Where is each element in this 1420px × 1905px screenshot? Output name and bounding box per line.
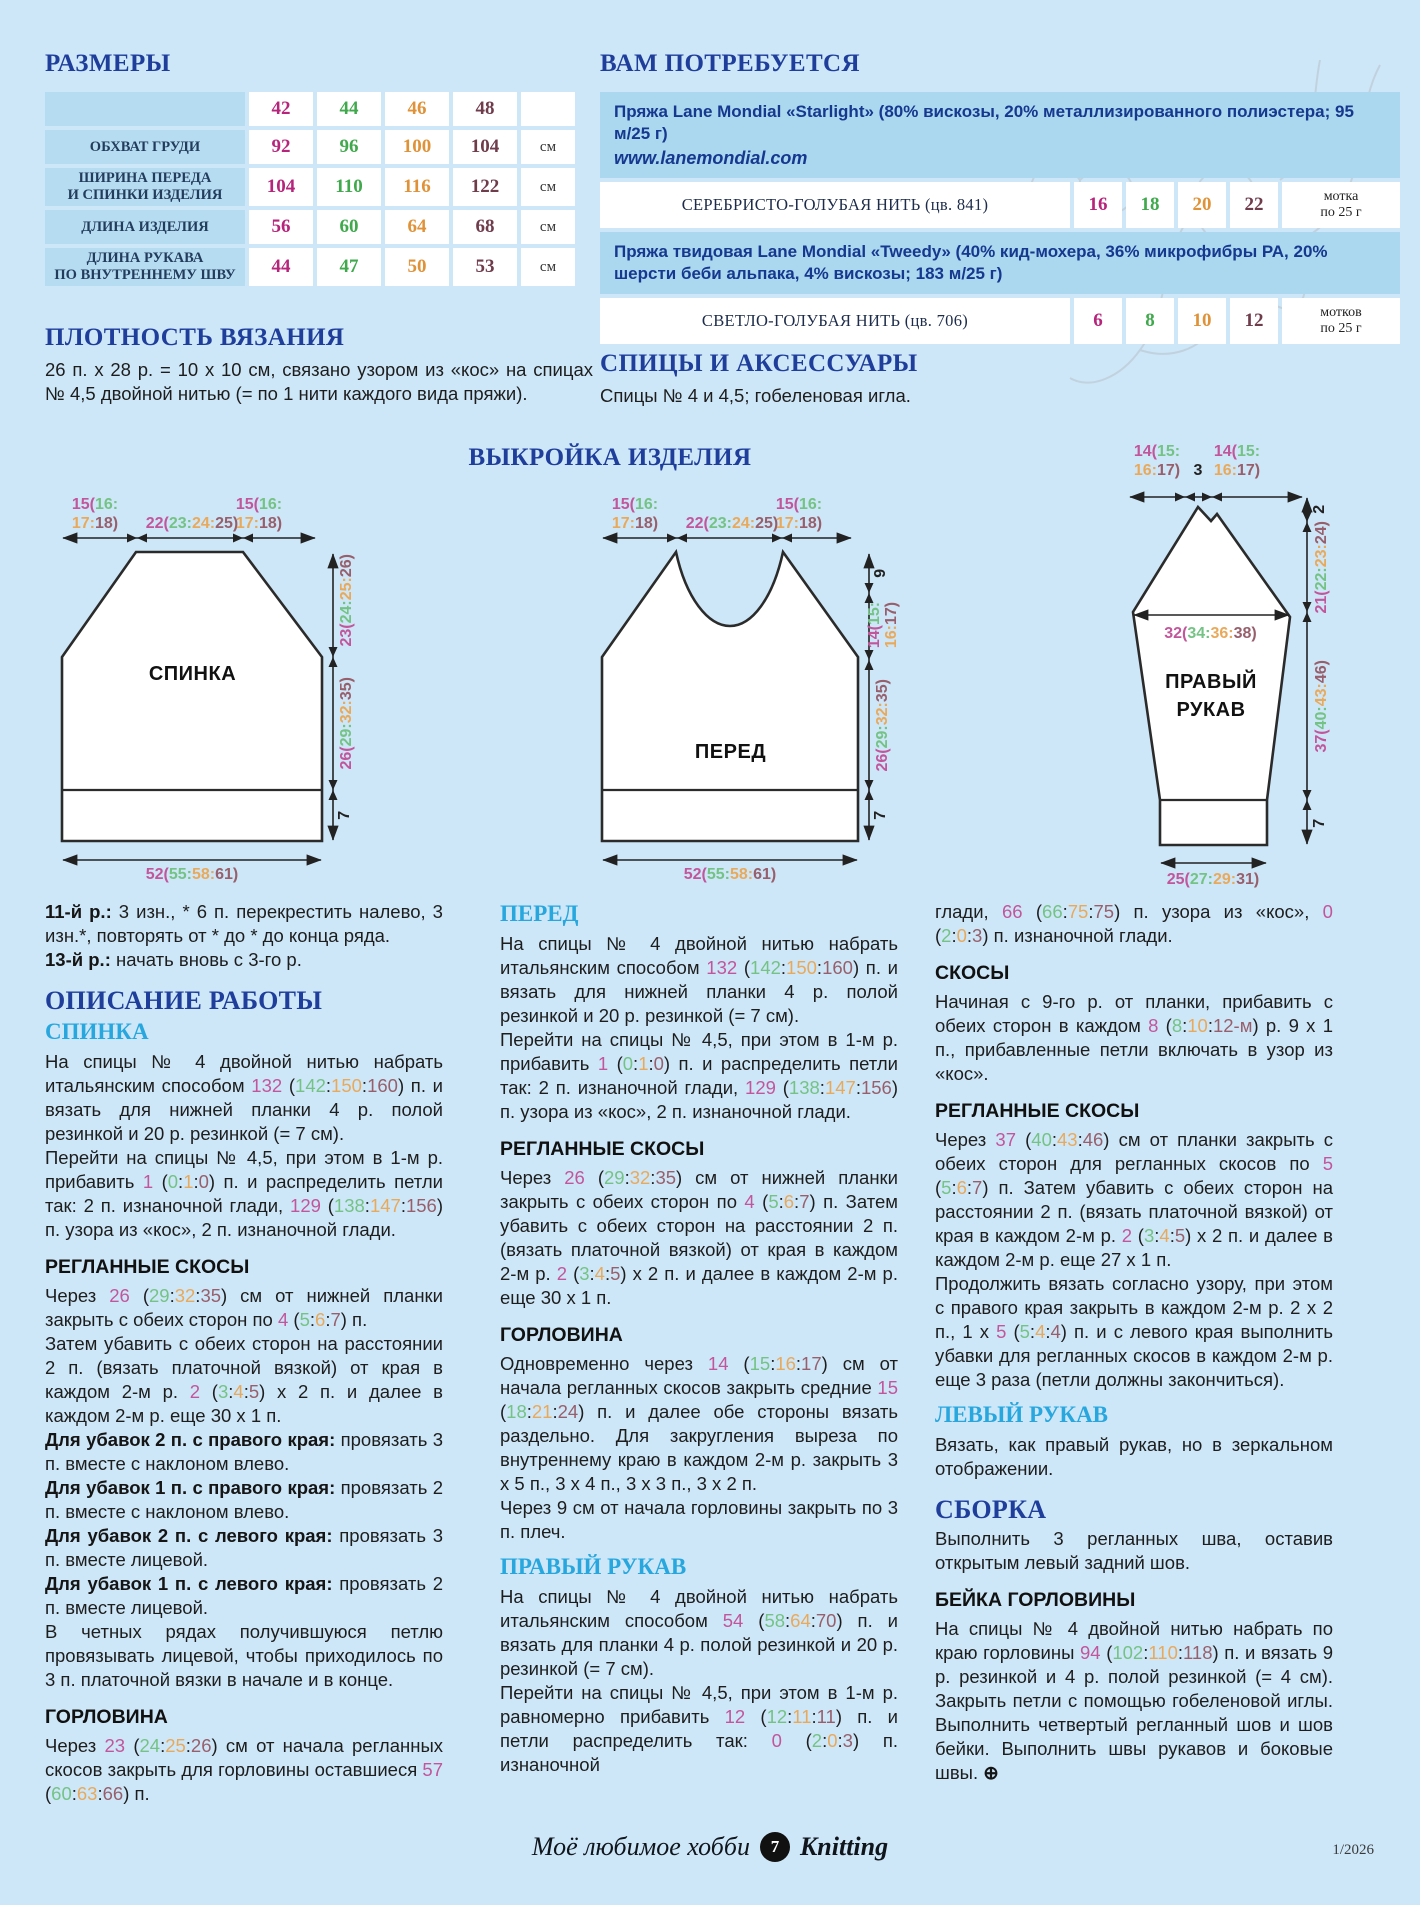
size-value-cell: 92: [249, 130, 313, 164]
schematic-front: [580, 440, 920, 890]
yarn1-desc-text: Пряжа Lane Mondial «Starlight» (80% вискозы, 20% металлизированного полиэстера; 95 м/25 г): [614, 102, 1354, 143]
size-value-cell: 122: [453, 168, 517, 206]
front-measure-body: 26(29:32:35): [873, 679, 891, 772]
footer: [0, 1832, 1420, 1862]
footer-issue: 1/2026: [1332, 1842, 1374, 1858]
front-measure-top-mid: 22(23:24:25): [685, 515, 779, 532]
instruction-heading: ЛЕВЫЙ РУКАВ: [935, 1402, 1109, 1427]
size-value-cell: 48: [453, 92, 517, 126]
thread2-row: [600, 298, 1400, 344]
instructions-column-2: [500, 900, 898, 1786]
instruction-heading: СПИНКА: [45, 1019, 149, 1044]
sizes-row: [45, 130, 575, 164]
instruction-heading: СКОСЫ: [935, 962, 1010, 984]
back-measure-body: 26(29:32:35): [337, 677, 355, 770]
size-value-cell: 44: [249, 248, 313, 286]
size-row-label: ДЛИНА ИЗДЕЛИЯ: [45, 210, 245, 244]
sleeve-measure-bottom: 25(27:29:31): [1166, 871, 1260, 888]
size-value-cell: 96: [317, 130, 381, 164]
sleeve-measure-width: 32(34:36:38): [1164, 625, 1257, 642]
yarn-quantity-cell: 6: [1074, 298, 1122, 344]
size-value-cell: 104: [249, 168, 313, 206]
instruction-paragraph: Через 37 (40:43:46) см от планки закрыть с обеих сторон для регланных скосов по 5 (5:6:7) п. Затем убавить с обеих сторон на расстоянии 2 п. (вязать платочной вязкой) от края в каждом 2-м р. 2 (3:4:5) х 2 п. и далее в каждом 2-м р. еще 27 х 1 п. Продолжить вязать согласно узору, при этом с правого края закрыть в каждом 2-м р. 2 х 2 п., 1 х 5 (5:4:4) п. и с левого края выполнить убавки для регланных скосов в каждом 2-м р. еще 3 раза (петли должны закончиться).: [935, 1129, 1333, 1390]
front-measure-band: 7: [871, 810, 889, 820]
sizes-row: [45, 248, 575, 286]
sleeve-measure-top-left: 14(15: 16:17): [1133, 443, 1181, 479]
size-unit-cell: [521, 92, 575, 126]
sizes-header-row: [45, 92, 575, 126]
needles-text: Спицы № 4 и 4,5; гобеленовая игла.: [600, 385, 911, 406]
gauge-text: 26 п. х 28 р. = 10 х 10 см, связано узором из «кос» на спицах № 4,5 двойной нитью (= по 1 нити каждого вида пряжи).: [45, 359, 593, 404]
yarn-quantity-cell: 22: [1230, 182, 1278, 228]
back-measure-top-left: 15(16: 17:18): [71, 496, 119, 532]
sizes-row: [45, 168, 575, 206]
sleeve-measure-cap-top: 2: [1310, 504, 1328, 514]
sizes-table: [45, 92, 575, 290]
instruction-heading: ПРАВЫЙ РУКАВ: [500, 1554, 687, 1579]
yarn-quantity-cell: 8: [1126, 298, 1174, 344]
instruction-paragraph: На спицы № 4 двойной нитью набрать итальянским способом 132 (142:150:160) п. и вязать для нижней планки 4 р. полой резинкой и 20 р. резинкой (= 7 см). Перейти на спицы № 4,5, при этом в 1-м р. прибавить 1 (0:1:0) п. и распределить петли так: 2 п. изнаночной глади, 129 (138:147:156) п. узора из «кос», 2 п. изнаночной глади.: [500, 933, 899, 1122]
instruction-heading: РЕГЛАННЫЕ СКОСЫ: [500, 1138, 705, 1160]
instruction-heading: ГОРЛОВИНА: [45, 1706, 168, 1728]
instruction-heading: ПЕРЕД: [500, 901, 579, 926]
back-measure-top-mid: 22(23:24:25): [145, 515, 239, 532]
instruction-paragraph: Через 26 (29:32:35) см от нижней планки закрыть с обеих сторон по 4 (5:6:7) п. Затем убавить с обеих сторон на расстоянии 2 п. (вязать платочной вязкой) от края в каждом 2-м р. 2 (3:4:5) х 2 п. и далее в каждом 2-м р. еще 30 х 1 п.: [500, 1167, 898, 1308]
size-value-cell: 44: [317, 92, 381, 126]
thread2-label: СВЕТЛО-ГОЛУБАЯ НИТЬ (цв. 706): [600, 298, 1070, 344]
size-value-cell: 100: [385, 130, 449, 164]
pattern-title: ВЫКРОЙКА ИЗДЕЛИЯ: [468, 444, 752, 471]
instruction-heading: РЕГЛАННЫЕ СКОСЫ: [935, 1100, 1140, 1122]
size-value-cell: 110: [317, 168, 381, 206]
size-value-cell: 50: [385, 248, 449, 286]
instruction-paragraph: Одновременно через 14 (15:16:17) см от начала регланных скосов закрыть средние 15 (18:21:24) п. и далее обе стороны вязать раздельно. Для закругления выреза по внутреннему краю в каждом 2-м р. закрыть 3 х 5 п., 3 х 4 п., 3 х 3 п., 3 х 2 п. Через 9 см от начала горловины закрыть по 3 п. плеч.: [500, 1353, 899, 1542]
instruction-paragraph: Через 23 (24:25:26) см от начала регланных скосов закрыть для горловины оставшиеся 57 (60:63:66) п.: [45, 1735, 443, 1804]
back-measure-raglan: 23(24:25:26): [337, 554, 355, 647]
size-value-cell: 104: [453, 130, 517, 164]
instruction-paragraph: Через 26 (29:32:35) см от нижней планки закрыть с обеих сторон по 4 (5:6:7) п. Затем убавить с обеих сторон на расстоянии 2 п. (вязать платочной вязкой) от края в каждом 2-м р. 2 (3:4:5) х 2 п. и далее в каждом 2-м р. еще 30 х 1 п. Для убавок 2 п. с правого края: провязать 3 п. вместе с наклоном влево. Для убавок 1 п. с правого края: провязать 2 п. вместе с наклоном влево. Для убавок 2 п. с левого края: провязать 3 п. вместе лицевой. Для убавок 1 п. с левого края: провязать 2 п. вместе лицевой. В четных рядах получившуюся петлю провязывать лицевой, чтобы приходилось по 3 п. платочной вязки в начале и в конце.: [45, 1285, 444, 1690]
size-unit-cell: см: [521, 130, 575, 164]
size-row-label: [45, 92, 245, 126]
needles-title: СПИЦЫ И АКСЕССУАРЫ: [600, 350, 918, 377]
instruction-paragraph: На спицы № 4 двойной нитью набрать итальянским способом 54 (58:64:70) п. и вязать для планки 4 р. полой резинкой и 20 р. резинкой (= 7 см). Перейти на спицы № 4,5, при этом в 1-м р. равномерно прибавить 12 (12:11:11) п. и петли распределить так: 0 (2:0:3) п. изнаночной: [500, 1586, 898, 1775]
sleeve-measure-length: 37(40:43:46): [1312, 660, 1330, 753]
size-row-label: ДЛИНА РУКАВА ПО ВНУТРЕННЕМУ ШВУ: [45, 248, 245, 286]
yarn2-description: [600, 232, 1400, 294]
instruction-heading: ОПИСАНИЕ РАБОТЫ: [45, 986, 323, 1015]
instruction-paragraph: глади, 66 (66:75:75) п. узора из «кос», 0 (2:0:3) п. изнаночной глади.: [935, 901, 1333, 946]
back-measure-bottom: 52(55:58:61): [145, 866, 239, 883]
instruction-paragraph: Вязать, как правый рукав, но в зеркальном отображении.: [935, 1434, 1333, 1479]
thread1-label: СЕРЕБРИСТО-ГОЛУБАЯ НИТЬ (цв. 841): [600, 182, 1070, 228]
yarn2-desc-text: Пряжа твидовая Lane Mondial «Tweedy» (40% кид-мохера, 36% микрофибры РА, 20% шерсти беби альпака, 4% вискозы; 183 м/25 г): [614, 242, 1328, 283]
size-unit-cell: см: [521, 248, 575, 286]
front-piece-label: ПЕРЕД: [694, 741, 767, 763]
instructions-column-1: [45, 900, 443, 1815]
instruction-heading: СБОРКА: [935, 1495, 1047, 1524]
instruction-paragraph: Выполнить 3 регланных шва, оставив открытым левый задний шов.: [935, 1528, 1333, 1573]
size-value-cell: 42: [249, 92, 313, 126]
sizes-row: [45, 210, 575, 244]
instructions-column-3: [935, 900, 1333, 1794]
yarn1-description: [600, 92, 1400, 178]
yarn-quantity-cell: 16: [1074, 182, 1122, 228]
instruction-paragraph: 11-й р.: 3 изн., * 6 п. перекрестить налево, 3 изн.*, повторять от * до * до конца ряда. 13-й р.: начать вновь с 3-го р.: [45, 901, 443, 970]
yarn-quantity-cell: 10: [1178, 298, 1226, 344]
size-row-label: ШИРИНА ПЕРЕДА И СПИНКИ ИЗДЕЛИЯ: [45, 168, 245, 206]
instruction-heading: ГОРЛОВИНА: [500, 1324, 623, 1346]
schematic-sleeve: [1110, 435, 1380, 900]
instruction-paragraph: На спицы № 4 двойной нитью набрать итальянским способом 132 (142:150:160) п. и вязать для нижней планки 4 р. полой резинкой и 20 р. резинкой (= 7 см). Перейти на спицы № 4,5, при этом в 1-м р. прибавить 1 (0:1:0) п. и распределить петли так: 2 п. изнаночной глади, 129 (138:147:156) п. узора из «кос», 2 п. изнаночной глади.: [45, 1051, 444, 1240]
back-measure-band: 7: [335, 810, 353, 820]
sleeve-measure-top-right: 14(15: 16:17): [1213, 443, 1261, 479]
size-value-cell: 53: [453, 248, 517, 286]
size-value-cell: 116: [385, 168, 449, 206]
size-row-label: ОБХВАТ ГРУДИ: [45, 130, 245, 164]
instruction-heading: РЕГЛАННЫЕ СКОСЫ: [45, 1256, 250, 1278]
size-value-cell: 68: [453, 210, 517, 244]
back-piece-label: СПИНКА: [148, 663, 237, 685]
yarn1-url: www.lanemondial.com: [614, 148, 808, 168]
schematic-back: [40, 440, 380, 890]
yarn-quantity-cell: 20: [1178, 182, 1226, 228]
sleeve-measure-raglan: 21(22:23:24): [1312, 521, 1330, 614]
size-value-cell: 56: [249, 210, 313, 244]
front-measure-raglan: 14(15: 16:17): [866, 601, 900, 649]
sleeve-measure-top-mid: 3: [1193, 462, 1203, 479]
size-value-cell: 47: [317, 248, 381, 286]
size-unit-cell: см: [521, 168, 575, 206]
instruction-paragraph: На спицы № 4 двойной нитью набрать по краю горловины 94 (102:110:118) п. и вязать 9 р. резинкой и 4 р. полой резинкой (= 4 см). Закрыть петли с помощью гобеленовой иглы. Выполнить четвертый регланный шов и шов бейки. Выполнить швы рукавов и боковые швы. ⊕: [935, 1618, 1333, 1783]
thread2-unit: мотков по 25 г: [1282, 298, 1400, 344]
back-measure-top-right: 15(16: 17:18): [235, 496, 283, 532]
front-measure-neck-depth: 9: [871, 568, 889, 578]
footer-page-number: 7: [760, 1832, 790, 1862]
yarn-quantity-cell: 18: [1126, 182, 1174, 228]
front-measure-bottom: 52(55:58:61): [683, 866, 777, 883]
size-value-cell: 64: [385, 210, 449, 244]
thread1-row: [600, 182, 1400, 228]
footer-brand: Knitting: [799, 1832, 889, 1861]
sizes-title: РАЗМЕРЫ: [45, 50, 171, 77]
instruction-paragraph: Начиная с 9-го р. от планки, прибавить с обеих сторон в каждом 8 (8:10:12-м) р. 9 х 1 п., прибавленные петли включать в узор из «кос».: [935, 991, 1333, 1084]
size-value-cell: 46: [385, 92, 449, 126]
yarn-quantity-cell: 12: [1230, 298, 1278, 344]
size-unit-cell: см: [521, 210, 575, 244]
sleeve-piece-label: ПРАВЫЙ РУКАВ: [1165, 671, 1257, 721]
materials-title: ВАМ ПОТРЕБУЕТСЯ: [600, 50, 860, 77]
size-value-cell: 60: [317, 210, 381, 244]
gauge-title: ПЛОТНОСТЬ ВЯЗАНИЯ: [45, 324, 345, 351]
instruction-heading: БЕЙКА ГОРЛОВИНЫ: [935, 1589, 1136, 1611]
thread1-unit: мотка по 25 г: [1282, 182, 1400, 228]
front-measure-top-left: 15(16: 17:18): [611, 496, 659, 532]
footer-magazine-title: Моё любимое хобби: [531, 1832, 750, 1861]
materials-table: [600, 92, 1400, 348]
front-measure-top-right: 15(16: 17:18): [775, 496, 823, 532]
sleeve-measure-band: 7: [1310, 818, 1328, 828]
